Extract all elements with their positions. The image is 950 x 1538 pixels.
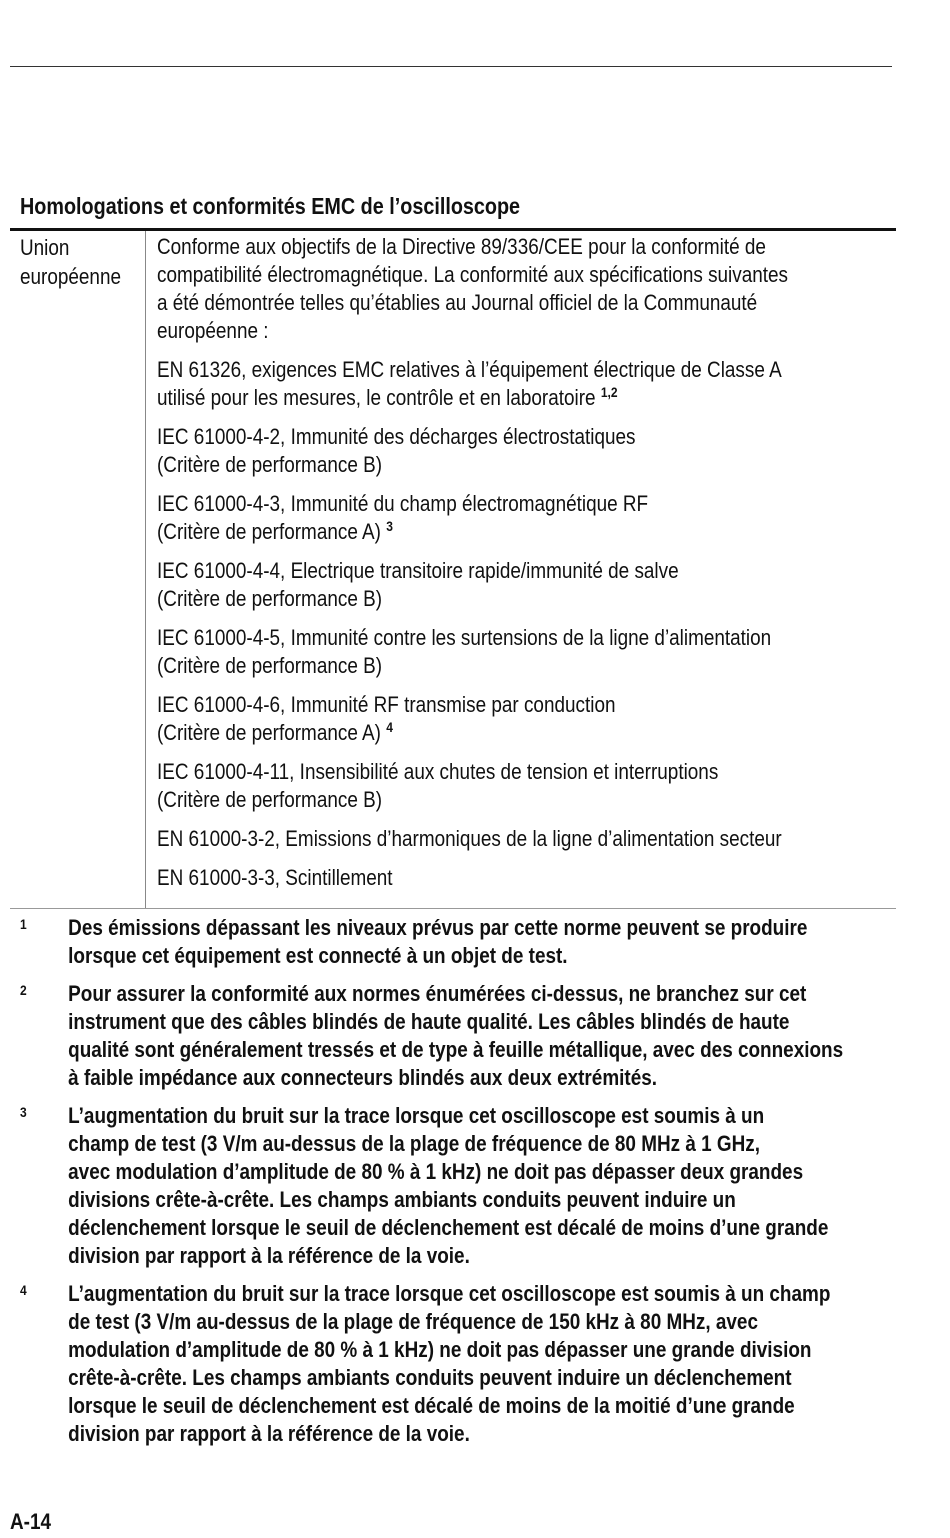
footnote-line: Pour assurer la conformité aux normes énumérées ci-dessus, ne branchez sur cet <box>68 981 807 1006</box>
intro-line: Conforme aux objectifs de la Directive 89/336/CEE pour la conformité de <box>157 234 766 259</box>
footnote-ref: 4 <box>386 719 393 735</box>
standard-line: IEC 61000-4-4, Electrique transitoire rapide/immunité de salve <box>157 558 679 583</box>
standard-line-text: utilisé pour les mesures, le contrôle et en laboratoire <box>157 385 596 410</box>
standard-item <box>157 825 897 853</box>
standard-item <box>157 864 897 892</box>
standard-line: IEC 61000-4-11, Insensibilité aux chutes de tension et interruptions <box>157 759 719 784</box>
footnote-line: avec modulation d’amplitude de 80 % à 1 kHz) ne doit pas dépasser deux grandes <box>68 1159 804 1184</box>
table-top-rule <box>10 228 896 231</box>
intro-line: compatibilité électromagnétique. La conformité aux spécifications suivantes <box>157 262 789 287</box>
footnote-number: 1 <box>20 916 27 932</box>
footnote-line: lorsque le seuil de déclenchement est décalé de moins de la moitié d’une grande <box>68 1393 795 1418</box>
standard-line: (Critère de performance B) <box>157 787 383 812</box>
footnote <box>20 914 890 970</box>
intro-paragraph <box>157 233 897 345</box>
footnote-line: champ de test (3 V/m au-dessus de la plage de fréquence de 80 MHz à 1 GHz, <box>68 1131 761 1156</box>
footnote-line: de test (3 V/m au-dessus de la plage de fréquence de 150 kHz à 80 MHz, avec <box>68 1309 758 1334</box>
standard-line: (Critère de performance B) <box>157 452 383 477</box>
standard-line: EN 61326, exigences EMC relatives à l’équipement électrique de Classe A <box>157 357 782 382</box>
footnote-line: qualité sont généralement tressés et de type à feuille métallique, avec des connexions <box>68 1037 844 1062</box>
region-line: européenne <box>20 264 122 289</box>
footnote <box>20 1280 890 1448</box>
footnote-text <box>68 1102 890 1270</box>
standard-item <box>157 624 897 680</box>
standard-line: IEC 61000-4-6, Immunité RF transmise par conduction <box>157 692 616 717</box>
column-divider <box>145 231 146 908</box>
footnote-text <box>68 980 890 1092</box>
footnote-text <box>68 914 890 970</box>
footnote-line: à faible impédance aux connecteurs blindés aux deux extrémités. <box>68 1065 658 1090</box>
footnote-line: division par rapport à la référence de la voie. <box>68 1421 470 1446</box>
intro-line: a été démontrée telles qu’établies au Journal officiel de la Communauté <box>157 290 758 315</box>
footnote <box>20 980 890 1092</box>
standards-list <box>157 356 897 892</box>
footnote-text <box>68 1280 890 1448</box>
page-number: A-14 <box>10 1509 52 1534</box>
standard-item <box>157 758 897 814</box>
footnote-line: L’augmentation du bruit sur la trace lorsque cet oscilloscope est soumis à un <box>68 1103 765 1128</box>
footnote-number: 2 <box>20 982 27 998</box>
footnote-ref: 1,2 <box>600 384 618 400</box>
footnote-line: instrument que des câbles blindés de haute qualité. Les câbles blindés de haute <box>68 1009 790 1034</box>
footnote-number: 3 <box>20 1104 27 1120</box>
footnote-line: lorsque cet équipement est connecté à un objet de test. <box>68 943 568 968</box>
footnote-line: déclenchement lorsque le seuil de déclenchement est décalé de moins d’une grande <box>68 1215 829 1240</box>
standard-item <box>157 356 897 412</box>
standard-line: EN 61000-3-3, Scintillement <box>157 865 393 890</box>
standard-item <box>157 490 897 546</box>
standard-line-text: (Critère de performance A) <box>157 720 381 745</box>
standard-line: (Critère de performance B) <box>157 653 383 678</box>
standard-item <box>157 423 897 479</box>
standard-line: EN 61000-3-2, Emissions d’harmoniques de la ligne d’alimentation secteur <box>157 826 782 851</box>
standard-item <box>157 691 897 747</box>
footnote-line: L’augmentation du bruit sur la trace lorsque cet oscilloscope est soumis à un champ <box>68 1281 831 1306</box>
footnote-line: Des émissions dépassant les niveaux prévus par cette norme peuvent se produire <box>68 915 808 940</box>
standard-line: IEC 61000-4-5, Immunité contre les surtensions de la ligne d’alimentation <box>157 625 772 650</box>
table-bottom-rule <box>10 908 896 909</box>
standard-line: IEC 61000-4-2, Immunité des décharges électrostatiques <box>157 424 636 449</box>
standard-line <box>157 719 897 747</box>
footnote-number: 4 <box>20 1282 27 1298</box>
footnote-line: divisions crête-à-crête. Les champs ambiants conduits peuvent induire un <box>68 1187 736 1212</box>
footnotes <box>20 914 890 1458</box>
standard-line <box>157 518 897 546</box>
footnote-line: modulation d’amplitude de 80 % à 1 kHz) ne doit pas dépasser une grande division <box>68 1337 812 1362</box>
header-rule <box>10 66 892 67</box>
footnote-line: crête-à-crête. Les champs ambiants conduits peuvent induire un déclenchement <box>68 1365 792 1390</box>
intro-line: européenne : <box>157 318 269 343</box>
standard-item <box>157 557 897 613</box>
standard-line <box>157 384 897 412</box>
region-line: Union <box>20 235 70 260</box>
standards-cell <box>157 233 897 903</box>
standard-line: (Critère de performance B) <box>157 586 383 611</box>
standard-line-text: (Critère de performance A) <box>157 519 381 544</box>
footnote-line: division par rapport à la référence de la voie. <box>68 1243 470 1268</box>
section-title: Homologations et conformités EMC de l’oscilloscope <box>20 193 521 219</box>
standard-line: IEC 61000-4-3, Immunité du champ électromagnétique RF <box>157 491 649 516</box>
footnote-ref: 3 <box>386 518 393 534</box>
region-cell <box>20 233 121 291</box>
footnote <box>20 1102 890 1270</box>
